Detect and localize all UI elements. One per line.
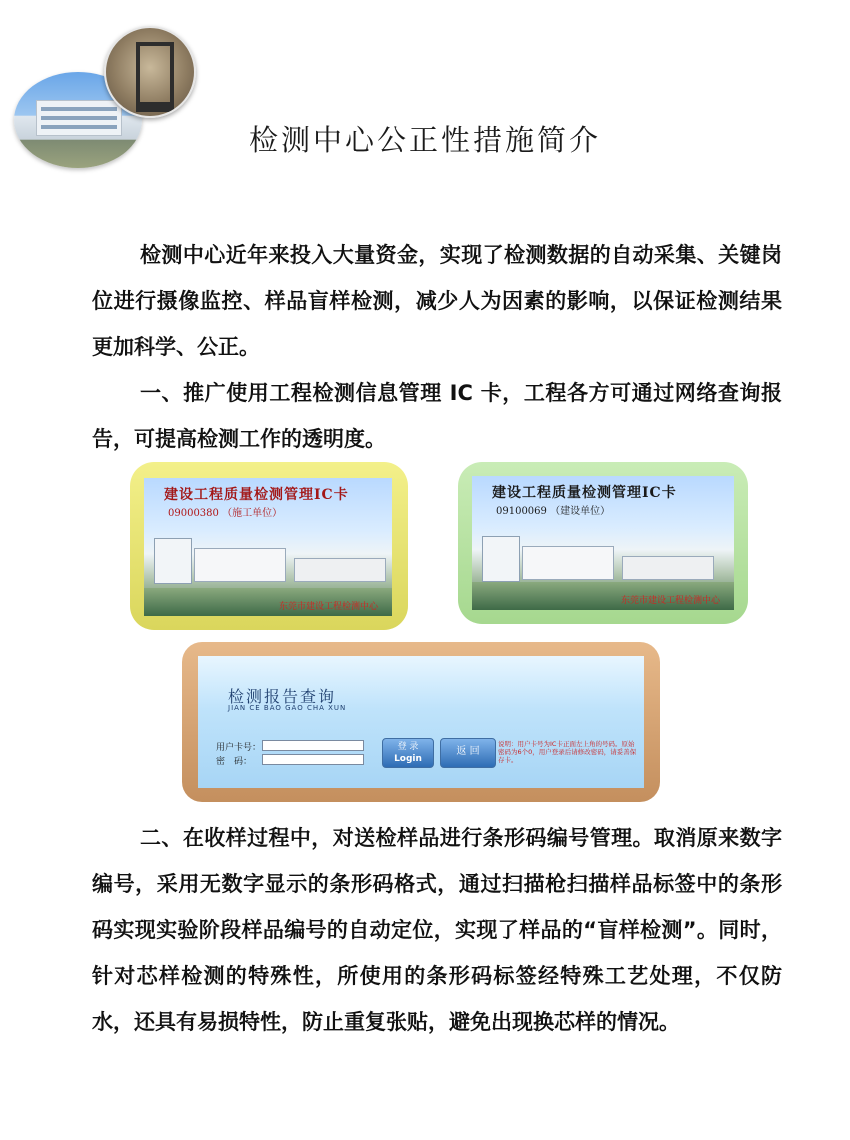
back-button[interactable]: 返 回 xyxy=(440,738,496,768)
password-label: 密 码： xyxy=(216,757,253,767)
paragraph-barcode: 二、在收样过程中，对送检样品进行条形码编号管理。取消原来数字编号，采用无数字显示的条形码格式，通过扫描枪扫描样品标签中的条形码实现实验阶段样品编号的自动定位，实现了样品的“盲样检测”。同时，针对芯样检测的特殊性，所使用的条形码标签经特殊工艺处理，不仅防水，还具有易损特性，防止重复张贴，避免出现换芯样的情况。 xyxy=(92,826,782,1034)
paragraph-intro: 检测中心近年来投入大量资金，实现了检测数据的自动采集、关键岗位进行摄像监控、样品盲样检测，减少人为因素的影响，以保证检测结果更加科学、公正。 xyxy=(92,243,782,359)
ic-card-number: 09000380 xyxy=(168,508,219,519)
ic-card-number: 09100069 xyxy=(496,506,547,517)
paragraph-ic-card: 一、推广使用工程检测信息管理 IC 卡，工程各方可通过网络查询报告，可提高检测工作的透明度。 xyxy=(92,381,782,451)
ic-card-unit: （施工单位） xyxy=(222,508,283,519)
login-button-label: 登 录 xyxy=(397,742,419,752)
password-input[interactable] xyxy=(262,754,364,765)
logo-machine-photo xyxy=(104,26,196,118)
ic-card-title: 建设工程质量检测管理IC卡 xyxy=(164,487,349,503)
ic-card-number-line xyxy=(168,504,282,519)
login-button[interactable] xyxy=(382,738,434,768)
report-query-panel xyxy=(182,642,660,802)
report-query-title: 检测报告查询 xyxy=(228,687,337,706)
ic-card-unit: （建设单位） xyxy=(550,506,611,517)
ic-card-owner xyxy=(458,462,748,624)
page-title: 检测中心公正性措施简介 xyxy=(248,123,601,157)
ic-card-footer: 东莞市建设工程检测中心 xyxy=(620,596,720,606)
ic-card-construction xyxy=(130,462,408,630)
card-number-input[interactable] xyxy=(262,740,364,751)
ic-card-number-line xyxy=(496,502,610,517)
card-number-label: 用户卡号： xyxy=(216,743,262,753)
ic-card-footer: 东莞市建设工程检测中心 xyxy=(278,602,378,612)
ic-card-face xyxy=(472,476,734,610)
login-note: 说明：用户卡号为IC卡正面左上角的号码。原始密码为6个0，用户登录后请修改密码，请妥善保存卡。 xyxy=(498,740,637,764)
ic-card-title: 建设工程质量检测管理IC卡 xyxy=(492,485,677,501)
login-button-label-en: Login xyxy=(394,754,422,764)
report-query-pinyin: JIAN CE BAO GAO CHA XUN xyxy=(228,704,347,712)
report-query-screen xyxy=(198,656,644,788)
ic-card-face xyxy=(144,478,392,616)
